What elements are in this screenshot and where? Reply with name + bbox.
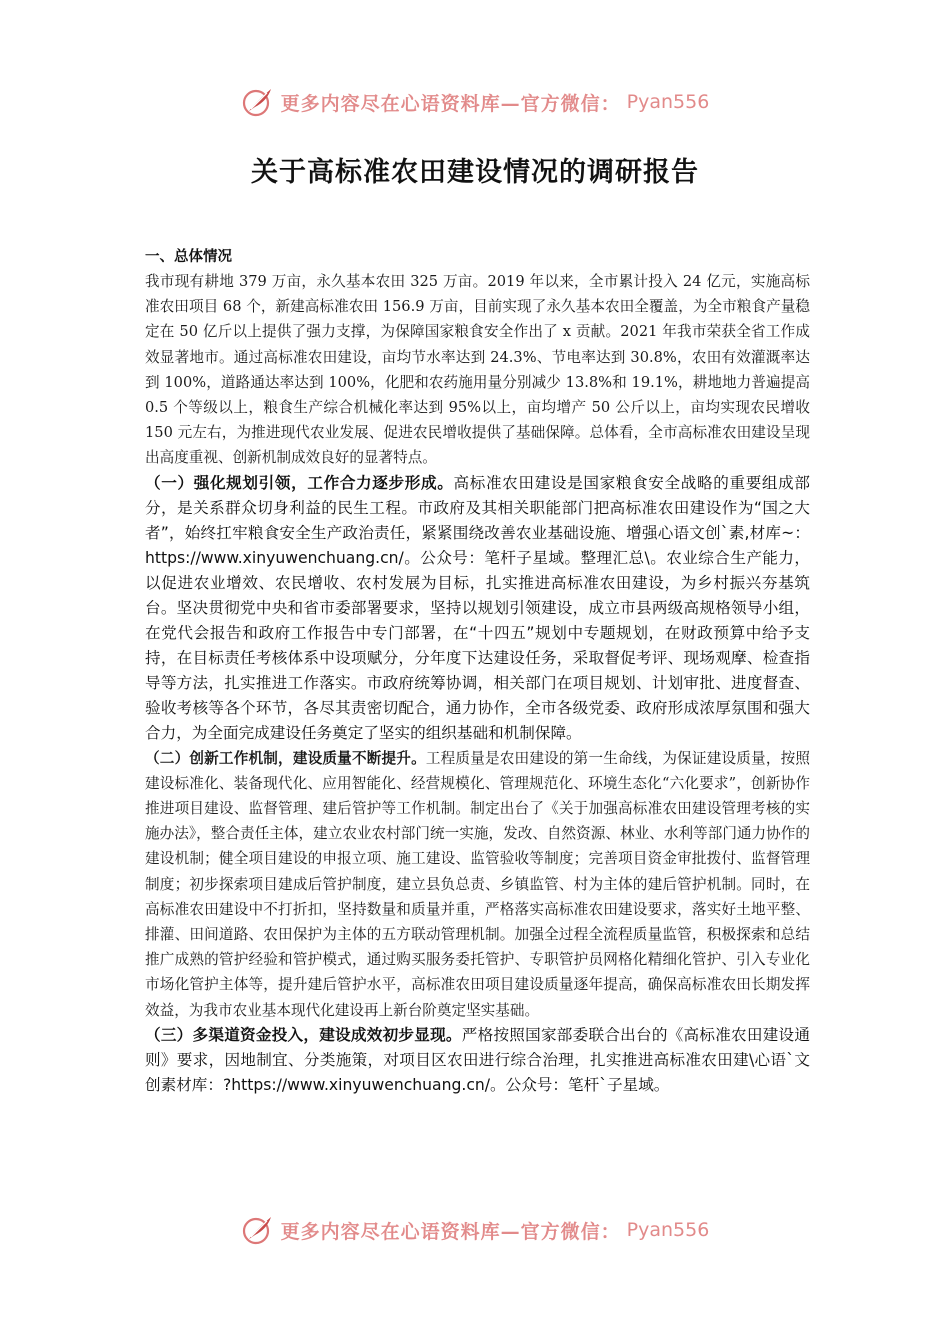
point3-body: 严格按照国家部委联合出台的《高标准农田建设通则》要求，因地制宜、分类施策，对项目区农田进行综合治理，扎实推进高标准农田建\心语`文创素材库：?https://www.xinyuwenchuang.cn/。公众号：笔杆`子星域。: [145, 1025, 810, 1094]
point1-lead: （一）强化规划引领，工作合力逐步形成。: [145, 473, 454, 492]
overview-paragraph: 我市现有耕地 379 万亩，永久基本农田 325 万亩。2019 年以来，全市累计投入 24 亿元，实施高标准农田项目 68 个，新建高标准农田 156.9 万亩，目前实现了永久基本农田全覆盖，为全市粮食产量稳定在 50 亿斤以上提供了强力支撑，为保障国家粮食安全作出了 x 贡献。2021 年我市荣获全省工作成效显著地市。通过高标准农田建设，亩均节水率达到 24.3%、节电率达到 30.8%，农田有效灌溉率达到 100%，道路通达率达到 100%，化肥和农药施用量分别减少 13.8%和 19.1%，耕地地力普遍提高 0.5 个等级以上，粮食生产综合机械化率达到 95%以上，亩均增产 50 公斤以上，亩均实现农民增收 150 元左右，为推进现代农业发展、促进农民增收提供了基础保障。总体看，全市高标准农田建设呈现出高度重视、创新机制成效良好的显著特点。: [145, 273, 810, 467]
document-body: [145, 245, 810, 1098]
footer-banner[interactable]: [0, 1210, 950, 1250]
feather-logo-icon: [241, 1213, 275, 1247]
header-banner[interactable]: [0, 82, 950, 122]
feather-logo-icon: [241, 85, 275, 119]
wechat-id: Pyan556: [626, 1219, 710, 1241]
point3-paragraph: [145, 1023, 810, 1098]
banner-text: 更多内容尽在心语资料库—官方微信：: [280, 1220, 621, 1243]
point1-body: 高标准农田建设是国家粮食安全战略的重要组成部分，是关系群众切身利益的民生工程。市政府及其相关职能部门把高标准农田建设作为“国之大者”，始终扛牢粮食安全生产政治责任，紧紧围绕改善农业基础设施、增强心语文创`素,材库~：https://www.xinyuwenchuang.cn/。公众号：笔杆子星域。整理汇总\。农业综合生产能力，以促进农业增效、农民增收、农村发展为目标，扎实推进高标准农田建设，为乡村振兴夯基筑台。坚决贯彻党中央和省市委部署要求，坚持以规划引领建设，成立市县两级高规格领导小组，在党代会报告和政府工作报告中专门部署，在“十四五”规划中专题规划，在财政预算中给予支持，在目标责任考核体系中设项赋分，分年度下达建设任务，采取督促考评、现场观摩、检查指导等方法，扎实推进工作落实。市政府统筹协调，相关部门在项目规划、计划审批、进度督查、验收考核等各个环节，各尽其责密切配合，通力协作，全市各级党委、政府形成浓厚氛围和强大合力，为全面完成建设任务奠定了坚实的组织基础和机制保障。: [145, 473, 810, 742]
section-heading: 一、总体情况: [145, 249, 232, 265]
document-title: 关于高标准农田建设情况的调研报告: [251, 157, 699, 188]
point2-paragraph: [145, 746, 810, 1023]
point3-lead: （三）多渠道资金投入，建设成效初步显现。: [145, 1025, 462, 1044]
banner-text: 更多内容尽在心语资料库—官方微信：: [280, 92, 621, 115]
wechat-id: Pyan556: [626, 91, 710, 113]
point1-paragraph: [145, 471, 810, 746]
point2-body: 工程质量是农田建设的第一生命线，为保证建设质量，按照建设标准化、装备现代化、应用智能化、经营规模化、管理规范化、环境生态化“六化要求”，创新协作推进项目建设、监督管理、建后管护等工作机制。制定出台了《关于加强高标准农田建设管理考核的实施办法》，整合责任主体，建立农业农村部门统一实施，发改、自然资源、林业、水利等部门通力协作的建设机制；健全项目建设的申报立项、施工建设、监管验收等制度；完善项目资金审批拨付、监督管理制度；初步探索项目建成后管护制度，建立县负总责、乡镇监管、村为主体的建后管护机制。同时，在高标准农田建设中不打折扣，坚持数量和质量并重，严格落实高标准农田建设要求，落实好土地平整、排灌、田间道路、农田保护为主体的五方联动管理机制。加强全过程全流程质量监管，积极探索和总结推广成熟的管护经验和管护模式，通过购买服务委托管护、专职管护员网格化精细化管护、引入专业化市场化管护主体等，提升建后管护水平，高标准农田项目建设质量逐年提高，确保高标准农田长期发挥效益，为我市农业基本现代化建设再上新台阶奠定坚实基础。: [145, 749, 810, 1019]
point2-lead: （二）创新工作机制，建设质量不断提升。: [145, 749, 426, 767]
